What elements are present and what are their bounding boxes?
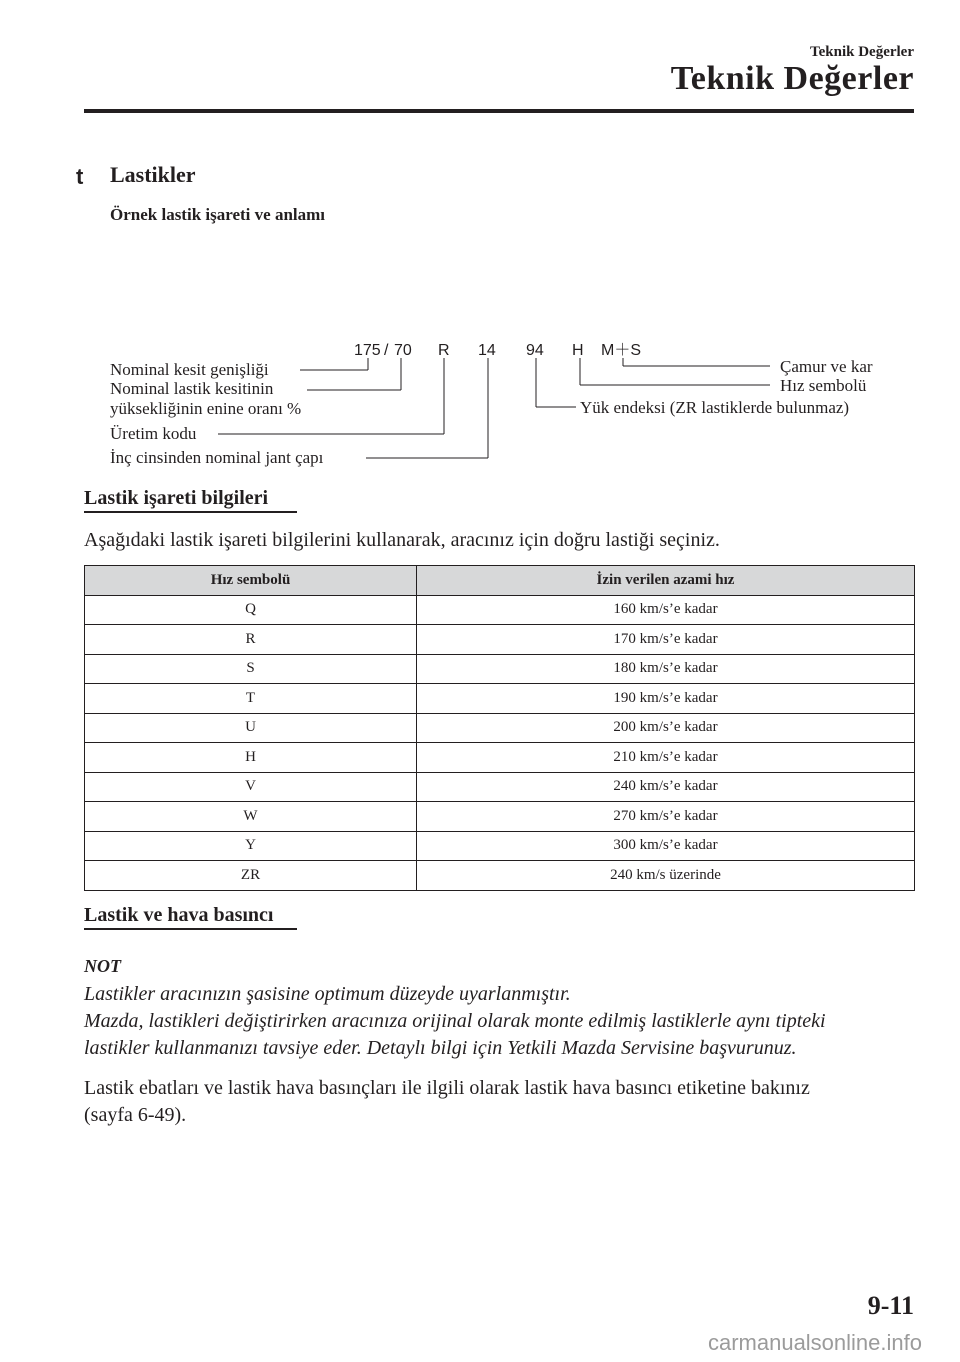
body-line-1: Lastik ebatları ve lastik hava basınçları ile ilgili olarak lastik hava basıncı etiketine bakınız <box>84 1077 810 1099</box>
tire-info-heading: Lastik işareti bilgileri <box>84 487 269 509</box>
label-construction: Üretim kodu <box>110 424 197 443</box>
pressure-heading-underline <box>84 928 297 930</box>
code-load: 94 <box>526 342 544 359</box>
speed-symbol-cell: U <box>85 713 417 743</box>
code-slash: / <box>384 342 389 359</box>
label-ratio-line1: Nominal lastik kesitinin <box>110 379 274 398</box>
max-speed-cell: 180 km/s’e kadar <box>417 654 915 684</box>
table-header-speed-symbol: Hız sembolü <box>85 566 417 596</box>
max-speed-cell: 270 km/s’e kadar <box>417 802 915 832</box>
table-row <box>85 595 915 625</box>
max-speed-cell: 240 km/s’e kadar <box>417 772 915 802</box>
label-load: Yük endeksi (ZR lastiklerde bulunmaz) <box>580 398 850 417</box>
tire-info-heading-underline <box>84 511 297 513</box>
max-speed-cell: 190 km/s’e kadar <box>417 684 915 714</box>
max-speed-cell: 200 km/s’e kadar <box>417 713 915 743</box>
label-rim: İnç cinsinden nominal jant çapı <box>110 448 324 467</box>
table-header-max-speed: İzin verilen azami hız <box>417 566 915 596</box>
max-speed-cell: 240 km/s üzerinde <box>417 861 915 891</box>
speed-symbol-cell: R <box>85 625 417 655</box>
speed-symbol-cell: Q <box>85 595 417 625</box>
label-width: Nominal kesit genişliği <box>110 360 269 379</box>
label-ms: Çamur ve kar <box>780 357 873 376</box>
label-speed: Hız sembolü <box>780 376 867 395</box>
max-speed-cell: 160 km/s’e kadar <box>417 595 915 625</box>
speed-symbol-cell: W <box>85 802 417 832</box>
speed-symbol-cell: S <box>85 654 417 684</box>
code-construction: R <box>438 342 450 359</box>
label-ratio-line2: yüksekliğinin enine oranı % <box>110 399 302 418</box>
note-label: NOT <box>84 956 121 976</box>
table-row <box>85 802 915 832</box>
page-number: 9-11 <box>867 1291 914 1320</box>
chapter-title: Teknik Değerler <box>670 60 914 97</box>
body-line-2: (sayfa 6-49). <box>84 1104 187 1126</box>
speed-symbol-cell: T <box>85 684 417 714</box>
code-rim: 14 <box>478 342 496 359</box>
speed-symbol-cell: V <box>85 772 417 802</box>
table-row <box>85 625 915 655</box>
table-row <box>85 772 915 802</box>
tire-marking-diagram <box>0 0 960 480</box>
max-speed-cell: 170 km/s’e kadar <box>417 625 915 655</box>
table-row <box>85 684 915 714</box>
table-row <box>85 743 915 773</box>
section-bullet-icon: t <box>76 164 84 189</box>
table-row <box>85 861 915 891</box>
code-width: 175 <box>354 342 381 359</box>
note-line-3: lastikler kullanmanızı tavsiye eder. Detaylı bilgi için Yetkili Mazda Servisine başvurunuz. <box>84 1037 797 1059</box>
code-ratio: 70 <box>394 342 412 359</box>
speed-symbol-cell: ZR <box>85 861 417 891</box>
speed-symbol-table <box>84 565 915 891</box>
tire-info-intro: Aşağıdaki lastik işareti bilgilerini kullanarak, aracınız için doğru lastiği seçiniz. <box>84 529 720 551</box>
speed-symbol-cell: Y <box>85 831 417 861</box>
table-row <box>85 654 915 684</box>
diagram-subtitle: Örnek lastik işareti ve anlamı <box>110 205 326 224</box>
table-row <box>85 713 915 743</box>
speed-symbol-cell: H <box>85 743 417 773</box>
note-line-1: Lastikler aracınızın şasisine optimum düzeyde uyarlanmıştır. <box>84 983 571 1005</box>
table-header-row <box>85 566 915 596</box>
running-header: Teknik Değerler <box>809 44 914 60</box>
pressure-heading: Lastik ve hava basıncı <box>84 904 274 926</box>
code-ms: M＋S <box>601 342 642 359</box>
note-line-2: Mazda, lastikleri değiştirirken aracınıza orijinal olarak monte edilmiş lastiklerle aynı tipteki <box>84 1010 826 1032</box>
table-row <box>85 831 915 861</box>
section-title: Lastikler <box>110 162 196 187</box>
max-speed-cell: 210 km/s’e kadar <box>417 743 915 773</box>
max-speed-cell: 300 km/s’e kadar <box>417 831 915 861</box>
code-speed: H <box>572 342 584 359</box>
watermark: carmanualsonline.info <box>707 1330 922 1355</box>
